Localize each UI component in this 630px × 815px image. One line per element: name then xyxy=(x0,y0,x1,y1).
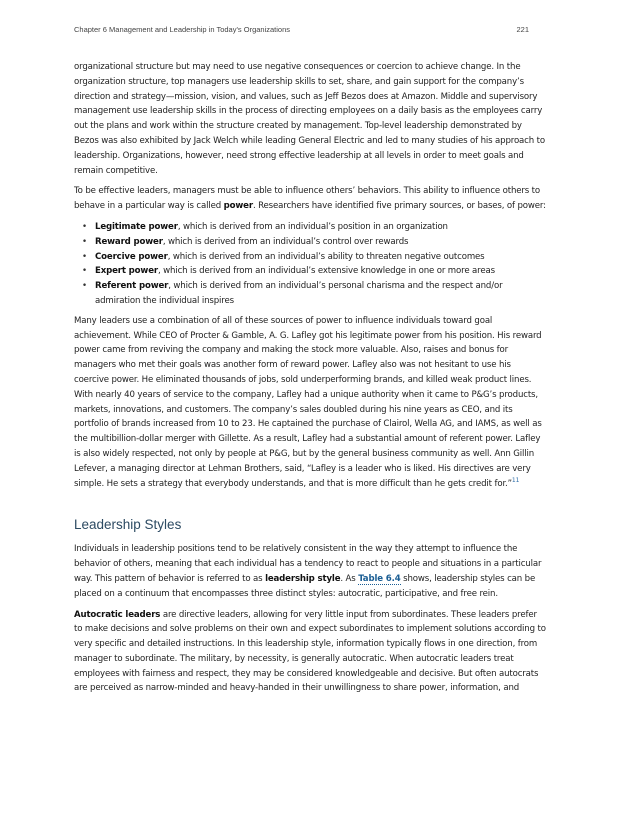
running-header xyxy=(74,25,529,34)
term-leadership-style: leadership style xyxy=(265,573,341,584)
footnote-link[interactable]: 11 xyxy=(511,476,520,484)
body-text xyxy=(74,60,547,702)
paragraph-leadership-style: Individuals in leadership positions tend to be relatively consistent in the way they attempt to influence the behavior of others, meaning that each individual has a tendency to react to people and situations in a particular way. This pattern of behavior is referred to as leadership style. As Table 6.4 shows, leadership styles can be placed on a continuum that encompasses three distinct styles: autocratic, participative, and free rein. xyxy=(74,544,542,599)
power-sources-list xyxy=(74,220,547,309)
term-power: power xyxy=(223,201,253,212)
paragraph-lafley: Many leaders use a combination of all of these sources of power to influence individuals toward goal achievement. While CEO of Procter & Gamble, A. G. Lafley got his legitimate power from his position. His reward power came from reviving the company and making the stock more valuable. Also, raises and bonus for managers who met their goals was another form of reward power. Lafley also was not hesitant to use his coercive power. He eliminated thousands of jobs, sold underperforming brands, and killed weak product lines. With nearly 40 years of service to the company, Lafley had a unique authority when it came to P&G’s products, markets, innovations, and customers. The company’s sales doubled during his nine years as CEO, and its portfolio of brands increased from 10 to 23. He captained the purchase of Clairol, Wella AG, and IAMS, as well as the multibillion-dollar merger with Gillette. As a result, Lafley had a substantial amount of referent power. Lafley is also widely respected, not only by people at P&G, but by the general business community as well. Ann Gillin Lefever, a managing director at Lehman Brothers, said, “Lafley is a leader who is liked. His directives are very simple. He sets a strategy that everybody understands, and that is more difficult than he gets credit for.”$^{11}$ xyxy=(74,315,542,489)
page-number: 221 xyxy=(516,25,529,34)
paragraph-autocratic: Autocratic leaders are directive leaders, allowing for very little input from subordinates. These leaders prefer to make decisions and solve problems on their own and expect subordinates to implement solutions according to very specific and detailed instructions. In this leadership style, information typically flows in one direction, from manager to subordinate. The military, by necessity, is generally autocratic. When autocratic leaders treat employees with fairness and respect, they may be considered knowledgeable and decisive. But often autocrats are perceived as narrow-minded and heavy-handed in their unwillingness to share power, information, and xyxy=(74,609,546,694)
list-item: • Coercive power, which is derived from an individual’s ability to threaten negative outcomes xyxy=(95,250,547,265)
list-item: • Referent power, which is derived from an individual’s personal charisma and the respect and/or admiration the individual inspires xyxy=(95,279,547,309)
section-heading: Leadership Styles xyxy=(74,517,182,533)
table-link[interactable]: Table 6.4 xyxy=(358,573,401,584)
paragraph-intro: organizational structure but may need to use negative consequences or coercion to achieve change. In the organization structure, top managers use leadership skills to set, share, and gain support for the company’s direction and strategy—mission, vision, and values, such as Jeff Bezos does at Amazon. Middle and supervisory management use leadership skills in the process of directing employees on a daily basis as the employees carry out the plans and work within the structure created by management. Top-level leadership demonstrated by Bezos was also exhibited by Jack Welch while leading General Electric and led to many studies of his approach to leadership. Organizations, however, need strong effective leadership at all levels in order to meet goals and remain competitive. xyxy=(74,62,545,176)
list-item: • Legitimate power, which is derived from an individual’s position in an organization xyxy=(95,220,547,235)
list-item: • Reward power, which is derived from an individual’s control over rewards xyxy=(95,235,547,250)
list-item: • Expert power, which is derived from an individual’s extensive knowledge in one or more areas xyxy=(95,264,547,279)
term-autocratic-leaders: Autocratic leaders xyxy=(74,609,161,620)
chapter-title: Chapter 6 Management and Leadership in Today's Organizations xyxy=(74,25,291,34)
paragraph-power-definition: To be effective leaders, managers must be able to influence others’ behaviors. This ability to influence others to behave in a particular way is called power. Researchers have identified five primary sources, or bases, of power: xyxy=(74,186,546,212)
